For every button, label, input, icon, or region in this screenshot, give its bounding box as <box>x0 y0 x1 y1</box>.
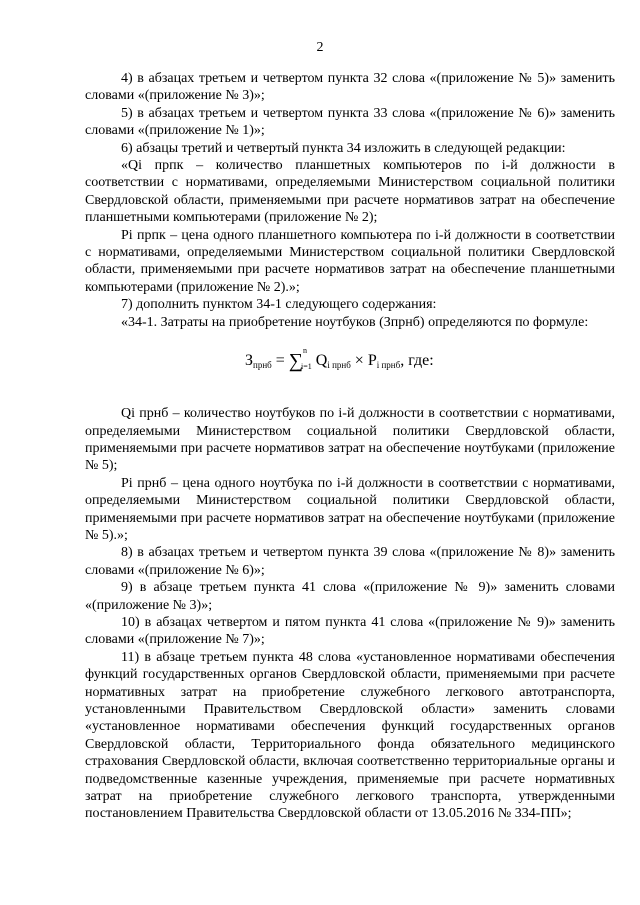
formula <box>245 346 434 374</box>
page-number: 2 <box>316 40 324 55</box>
paragraph-pi-prnb: Pi прнб – цена одного ноутбука по i-й должности в соответствии с нормативами, определяемыми Министерством социальной политики Свердловской области, применяемыми при расчете нормативов затрат на обеспечение ноутбуками (приложение № 5).»; <box>85 475 615 543</box>
formula-block <box>85 339 615 399</box>
document-body <box>85 70 615 823</box>
formula-q: Q <box>315 352 328 370</box>
paragraph-qi-prnb: Qi прнб – количество ноутбуков по i-й должности в соответствии с нормативами, определяемыми Министерством социальной политики Свердловской области, применяемыми при расчете нормативов затрат на обеспечение ноутбуками (приложение № 5); <box>85 406 615 474</box>
formula-lhs-sub: прнб <box>253 360 272 371</box>
formula-p: P <box>367 352 377 370</box>
paragraph-item-8: 8) в абзацах третьем и четвертом пункта 39 слова «(приложение № 8)» заменить словами «(приложение № 6)»; <box>85 545 615 578</box>
paragraph-item-10: 10) в абзацах четвертом и пятом пункта 41 слова «(приложение № 9)» заменить словами «(приложение № 7)»; <box>85 614 615 648</box>
formula-sum-symbol: ∑ <box>288 350 304 373</box>
formula-tail: , где: <box>400 352 434 370</box>
formula-q-sub: i прнб <box>327 360 351 371</box>
paragraph-item-7: 7) дополнить пунктом 34-1 следующего содержания: <box>121 297 437 313</box>
paragraph-34-1: «34-1. Затраты на приобретение ноутбуков (Зпрнб) определяются по формуле: <box>121 314 589 330</box>
paragraph-item-11: 11) в абзаце третьем пункта 48 слова «установленное нормативами обеспечения функций государственных органов Свердловской области, применяемыми при расчете нормативных затрат на приобретение служебного легкового автотранспорта, установленными Правительством Свердловской области» заменить словами «установленное нормативами обеспечения функций государственных органов Свердловской области, Территориального фонда обязательного медицинского страхования Свердловской области, включая соответственно территориальные органы и подведомственные казенные учреждения, применяемые при расчете нормативных затрат на приобретение служебного легкового транспорта, утвержденными постановлением Правительства Свердловской области от 13.05.2016 № 334-ПП»; <box>85 649 615 822</box>
paragraph-pi-prpk: Pi прпк – цена одного планшетного компьютера по i-й должности в соответствии с нормативами, определяемыми Министерством социальной политики Свердловской области, применяемыми при расчете нормативов затрат на обеспечение планшетными компьютерами (приложение № 2).»; <box>85 227 615 295</box>
formula-sum-top: n <box>303 346 308 356</box>
formula-lhs: З <box>245 352 254 370</box>
paragraph-item-5: 5) в абзацах третьем и четвертом пункта 33 слова «(приложение № 6)» заменить словами «(приложение № 1)»; <box>85 105 615 139</box>
formula-equals: = <box>275 352 285 370</box>
paragraph-item-9: 9) в абзаце третьем пункта 41 слова «(приложение № 9)» заменить словами «(приложение № 3)»; <box>85 580 615 613</box>
formula-times: × <box>354 352 364 370</box>
paragraph-item-6: 6) абзацы третий и четвертый пункта 34 изложить в следующей редакции: <box>121 140 566 156</box>
paragraph-item-4: 4) в абзацах третьем и четвертом пункта 32 слова «(приложение № 5)» заменить словами «(приложение № 3)»; <box>85 71 615 104</box>
paragraph-qi-prpk: «Qi прпк – количество планшетных компьютеров по i-й должности в соответствии с нормативами, определяемыми Министерством социальной политики Свердловской области, применяемыми при расчете нормативов затрат на обеспечение планшетными компьютерами (приложение № 2); <box>85 158 615 226</box>
formula-sum-bottom: i=1 <box>301 362 312 372</box>
formula-p-sub: i прнб <box>376 360 401 371</box>
